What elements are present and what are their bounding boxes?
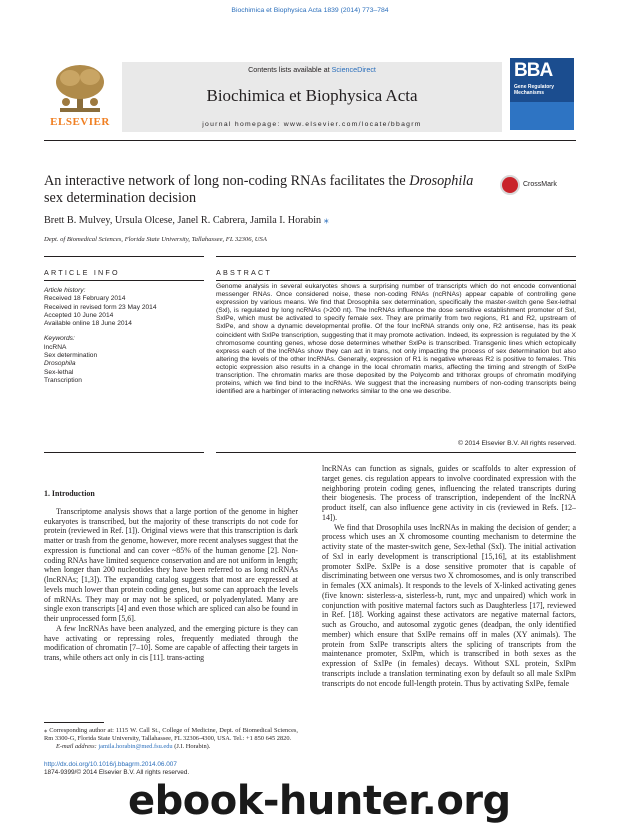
cover-strip — [510, 102, 574, 130]
cover-subtitle: Gene Regulatory Mechanisms — [514, 84, 555, 96]
sciencedirect-link[interactable]: ScienceDirect — [331, 65, 376, 74]
info-divider — [44, 280, 204, 281]
section-heading: 1. Introduction — [44, 489, 95, 498]
tree-icon — [52, 62, 108, 114]
watermark: ebook-hunter.org — [128, 778, 511, 824]
info-divider-bottom — [44, 452, 204, 453]
footnote-divider — [44, 722, 104, 723]
journal-cover — [510, 58, 574, 130]
abstract-divider — [216, 280, 576, 281]
title-text: An interactive network of long non-coding RNAs facilitates the — [44, 173, 410, 189]
keyword: Sex-lethal — [44, 368, 74, 376]
article-info — [44, 287, 204, 385]
journal-homepage[interactable]: journal homepage: www.elsevier.com/locate/bbagrm — [202, 121, 422, 128]
abstract-heading: ABSTRACT — [216, 268, 272, 277]
title-text-end: sex determination decision — [44, 190, 197, 206]
abstract-divider-top — [216, 256, 576, 257]
affiliation: Dept. of Biomedical Sciences, Florida State University, Tallahassee, FL 32306, USA — [44, 236, 267, 243]
author-list — [44, 215, 576, 226]
body-paragraph: Transcriptome analysis shows that a large portion of the genome in higher eukaryotes is transcribed, but the majority of these transcripts do not code for protein (reviewed in Ref. [1]). Original views were that this transcription is dark matter or trash from the genome, however, more recent analyses suggest that the expression is functional and can cover ~85% of the human genome [2]. Non-coding RNAs have limited sequence conservation and are not uniform in length; when longer than 200 nucleotides they have been referred to as long ncRNAs (lncRNAs; [1,3]). The expanding catalog suggests that most are expressed at levels much lower than protein coding genes, but some can approach the levels of mRNAs. They may or may not be spliced, or polyadenylated. Many are single exon transcripts [4] and even those which are spliced can also be found in their unprocessed form [5,6]. — [44, 506, 298, 623]
footnote — [44, 727, 298, 751]
body-left-column — [44, 489, 298, 663]
body-paragraph: We find that Drosophila uses lncRNAs in making the decision of gender; a process which uses an X chromosome counting mechanism to determine the activity state of the master-switch gene, Sex-lethal (Sxl). The initial activation of Sxl in early development is transcriptional [15,16], at its establishment promoter SxlPe. SxlPe is a dose sensitive promoter that is capable of discriminating between one versus two X chromosomes, and is only transcribed in females (XX animals). It responds to the levels of X-linked activating genes (five known: sisterless-a, sisterless-b, runt, myc and unpaired) which work in conjunction with positive maternal factors such as Daughterless [17], reviewed in Ref. [18]. Working against these activators are negative maternal factors, such as Groucho, and autosomal zygotic genes (deadpan, the only identified member) which ensure that SxlPe remains off in males (XY animals). The protein from SxlPe transcripts alters the splicing of transcripts from the maintenance promoter, SxlPm, which is transcribed in both sexes as the expression of SxlPe (in females) decays. Without SXL protein, SxlPm transcripts include a translation terminating exon by default so all male SxlPm transcripts do not encode full-length protein. Thus by activating SxlPe, female — [322, 522, 576, 688]
history-revised: Received in revised form 23 May 2014 — [44, 303, 157, 311]
crossmark-icon — [500, 175, 520, 195]
corresponding-author-link[interactable]: ⁎ — [323, 215, 329, 226]
keyword: Drosophila — [44, 360, 76, 368]
footnote-email — [44, 743, 298, 751]
crossmark-badge[interactable] — [500, 175, 576, 197]
authors-text: Brett B. Mulvey, Ursula Olcese, Janel R. Cabrera, Jamila I. Horabin — [44, 215, 322, 226]
history-received: Received 18 February 2014 — [44, 295, 126, 303]
abstract-text: Genome analysis in several eukaryotes shows a surprising number of transcripts which do not encode conventional messenger RNAs. Once considered noise, these non-coding RNAs (ncRNAs) appear capable of controlling gene expression by various means. We find that Drosophila sex determination, specifically the master-switch gene Sex-lethal (Sxl), is regulated by long ncRNAs (>200 nt). The lncRNAs influence the dose sensitive establishment promoter of Sxl, SxlPe, which must be activated to specify female sex. They are primarily from two regions, R1 and R2, upstream of SxlPe, and show a dynamic developmental profile. Of the four lncRNA strands only one, R2 antisense, has its peak coincident with SxlPe transcription, suggesting that it may promote activation. Indeed, its expression is regulated by the X chromosome counting genes, whose dose determines whether SxlPe is transcribed. Transgenic lines which ectopically express each of the lncRNAs show they can act in trans, not only impacting the process of sex determination but also altering the levels of the other lncRNAs. Generally, expression of R1 is negative whereas R2 is positive to females. This ectopic expression also results in a change in the local chromatin marks, affecting the timing and strength of SxlPe transcription. The chromatin marks are those deposited by the Polycomb and trithorax groups of chromatin modifying proteins, which we find bind to the lncRNAs. We suggest that the increasing numbers of non-coding transcripts being identified are a harbinger of interacting networks similar to the one we describe. — [216, 283, 576, 396]
article-info-heading: ARTICLE INFO — [44, 268, 120, 277]
email-suffix: (J.I. Horabin). — [172, 743, 211, 750]
history-online: Available online 18 June 2014 — [44, 320, 132, 328]
elsevier-logo — [44, 62, 116, 132]
abstract-divider-bottom — [216, 452, 576, 453]
cover-title: BBA — [514, 60, 553, 81]
article-title — [44, 173, 484, 207]
doi-link[interactable]: http://dx.doi.org/10.1016/j.bbagrm.2014.06.007 — [44, 761, 177, 768]
contents-prefix: Contents lists available at — [248, 65, 332, 74]
keywords-label: Keywords: — [44, 335, 75, 343]
doi-block — [44, 761, 189, 777]
body-paragraph: A few lncRNAs have been analyzed, and the emerging picture is they can have activating or repressing roles, frequently mediated through the modification of chromatin [7–10]. Some are capable of affecting their targets in trans, while others act only in cis [11]. trans-acting — [44, 623, 298, 662]
header-divider — [44, 140, 576, 141]
issn-line: 1874-9399/© 2014 Elsevier B.V. All rights reserved. — [44, 769, 190, 776]
email-label: E-mail address: — [56, 743, 99, 750]
email-link[interactable]: jamila.horabin@med.fsu.edu — [98, 743, 173, 750]
history-accepted: Accepted 10 June 2014 — [44, 311, 114, 319]
footnote-text: ⁎ Corresponding author at: 1115 W. Call St., College of Medicine, Dept. of Biomedical Sciences, Rm 3300-G, Florida State University, Tallahassee, FL 32306-4300, USA. Tel.: +1 850 645 2820. — [44, 727, 298, 742]
abstract-copyright: © 2014 Elsevier B.V. All rights reserved. — [457, 440, 576, 447]
body-paragraph: lncRNAs can function as signals, guides or scaffolds to alter expression of target genes. cis regulation appears to involve coordinated expression with the neighboring protein coding genes, influencing the related transcripts during their biogenesis. The process of transcription, independent of the lncRNA product itself, can also influence gene activity in cis (reviewed in Refs. [12–14]). — [322, 464, 576, 522]
info-divider-top — [44, 256, 204, 257]
keyword: Sex determination — [44, 352, 98, 360]
elsevier-wordmark: ELSEVIER — [50, 116, 110, 128]
crossmark-label: CrossMark — [523, 181, 557, 188]
journal-title: Biochimica et Biophysica Acta — [206, 86, 418, 105]
journal-reference[interactable]: Biochimica et Biophysica Acta 1839 (2014) 773–784 — [231, 7, 389, 14]
keyword: lncRNA — [44, 343, 67, 351]
keyword: Transcription — [44, 376, 82, 384]
title-italic: Drosophila — [409, 173, 474, 189]
contents-line — [122, 65, 502, 74]
body-right-column — [322, 464, 576, 688]
history-label: Article history: — [44, 287, 86, 294]
